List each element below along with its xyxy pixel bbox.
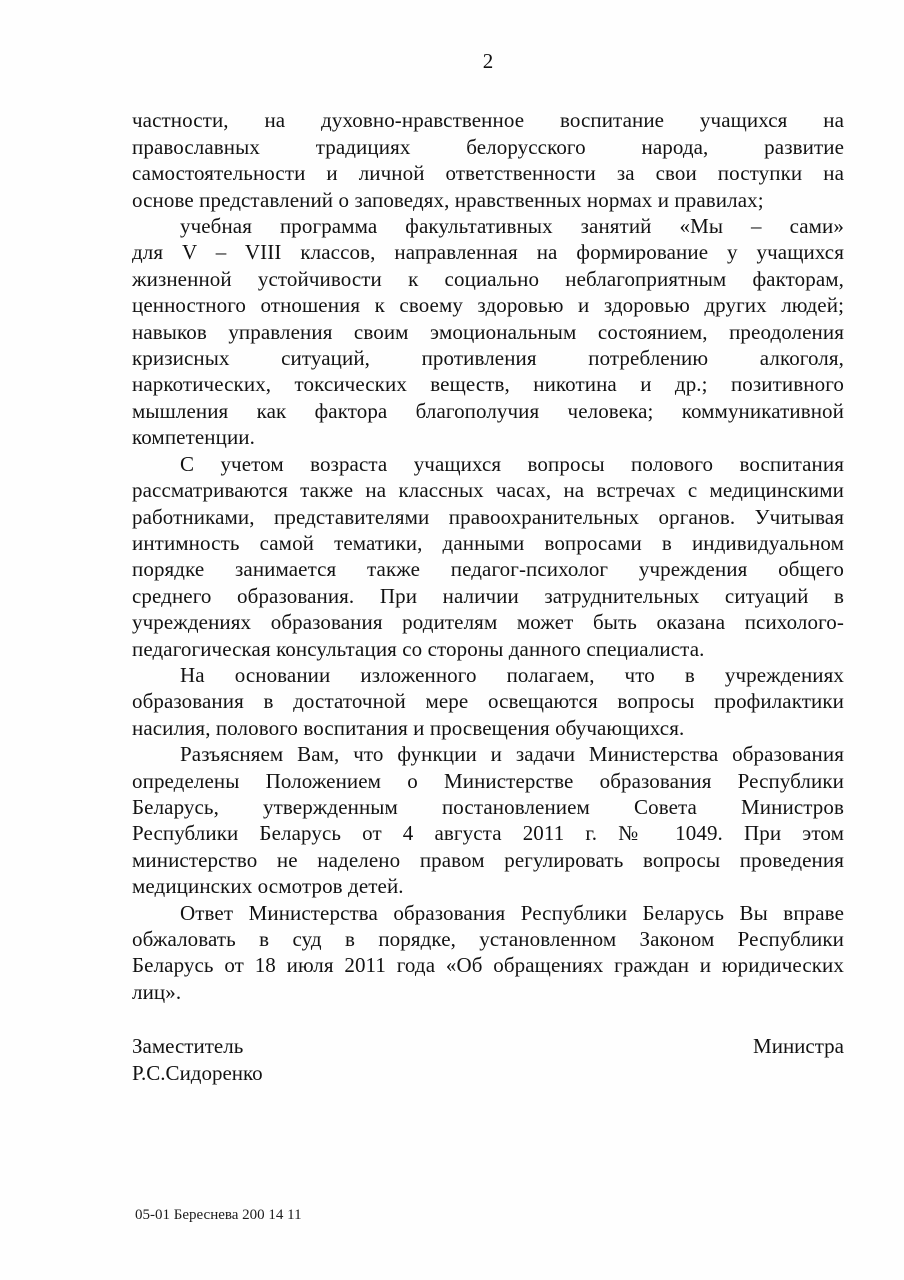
paragraph-line: обжаловать в суд в порядке, установленном Законом Республики <box>132 927 844 951</box>
paragraph-line: навыков управления своим эмоциональным состоянием, преодоления <box>132 319 844 344</box>
paragraph-line: наркотических, токсических веществ, никотина и др.; позитивного <box>132 372 844 397</box>
paragraph-line: министерство не наделено правом регулировать вопросы проведения <box>132 847 844 872</box>
paragraph <box>132 900 844 1006</box>
paragraph <box>132 662 844 741</box>
paragraph <box>132 213 844 451</box>
paragraph-line: рассматриваются также на классных часах, на встречах с медицинскими <box>132 478 844 503</box>
paragraph-line: учреждениях образования родителям может быть оказана психолого- <box>132 610 844 635</box>
signature-title: Министра <box>753 1034 844 1059</box>
paragraph-line: ценностного отношения к своему здоровью и здоровью других людей; <box>132 293 844 318</box>
paragraph <box>132 741 844 899</box>
footer-reference: 05-01 Береснева 200 14 11 <box>135 1207 302 1223</box>
paragraph-line: православных традициях белорусского народа, развитие <box>132 134 844 159</box>
paragraph-line: Разъясняем Вам, что функции и задачи Министерства образования <box>180 742 844 767</box>
paragraph-line: педагогическая консультация со стороны данного специалиста. <box>132 636 705 661</box>
paragraph-line: Ответ Министерства образования Республики Беларусь Вы вправе <box>180 900 844 925</box>
letter-paragraphs <box>132 107 844 1005</box>
paragraph-line: порядке занимается также педагог-психолог учреждения общего <box>132 557 844 582</box>
paragraph-line: мышления как фактора благополучия человека; коммуникативной <box>132 398 844 423</box>
paragraph-line: для V – VIII классов, направленная на формирование у учащихся <box>132 240 844 265</box>
paragraph-line: среднего образования. При наличии затруднительных ситуаций в <box>132 583 844 608</box>
paragraph <box>132 107 844 213</box>
paragraph-line: На основании изложенного полагаем, что в учреждениях <box>180 662 844 687</box>
paragraph-line: основе представлений о заповедях, нравственных нормах и правилах; <box>132 187 764 212</box>
paragraph-line: лиц». <box>132 979 182 1004</box>
paragraph-line: Республики Беларусь от 4 августа 2011 г. № 1049. При этом <box>132 821 844 846</box>
paragraph-line: образования в достаточной мере освещаются вопросы профилактики <box>132 689 844 714</box>
signature-block <box>132 1033 844 1086</box>
paragraph-line: частности, на духовно-нравственное воспитание учащихся на <box>132 108 844 133</box>
paragraph <box>132 451 844 662</box>
paragraph-line: самостоятельности и личной ответственности за свои поступки на <box>132 161 844 186</box>
paragraph-line: определены Положением о Министерстве образования Республики <box>132 768 844 793</box>
paragraph-line: насилия, полового воспитания и просвещения обучающихся. <box>132 715 685 740</box>
signature-position: Заместитель <box>132 1034 244 1059</box>
paragraph-line: компетенции. <box>132 425 255 450</box>
paragraph-line: С учетом возраста учащихся вопросы полового воспитания <box>180 451 844 476</box>
signature-name: Р.С.Сидоренко <box>132 1060 263 1085</box>
paragraph-line: жизненной устойчивости к социально неблагоприятным факторам, <box>132 266 844 291</box>
paragraph-line: работниками, представителями правоохранительных органов. Учитывая <box>132 504 844 529</box>
paragraph-line: медицинских осмотров детей. <box>132 874 404 899</box>
paragraph-line: учебная программа факультативных занятий «Мы – сами» <box>180 214 844 239</box>
paragraph-line: Беларусь от 18 июля 2011 года «Об обращениях граждан и юридических <box>132 953 844 978</box>
paragraph-line: Беларусь, утвержденным постановлением Совета Министров <box>132 794 844 819</box>
paragraph-line: кризисных ситуаций, противления потреблению алкоголя, <box>132 346 844 371</box>
paragraph-line: интимность самой тематики, данными вопросами в индивидуальном <box>132 530 844 555</box>
letter-content <box>132 48 844 1086</box>
signature-title-row <box>132 1033 844 1059</box>
page-number: 2 <box>482 49 494 73</box>
